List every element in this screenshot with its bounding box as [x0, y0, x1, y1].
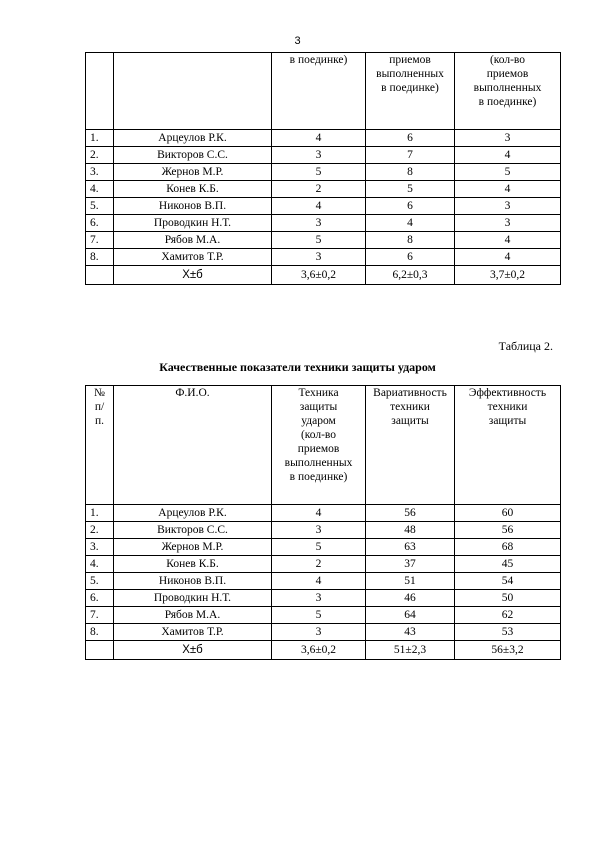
summary-row: [86, 641, 561, 660]
table-cell: 5.: [86, 573, 114, 590]
table-cell: 6: [366, 249, 455, 266]
table-cell: Викторов С.С.: [114, 522, 272, 539]
table-cell: [86, 266, 114, 285]
table-cell: 7.: [86, 607, 114, 624]
table-cell: 3,6±0,2: [272, 266, 366, 285]
table-cell: 5: [272, 232, 366, 249]
table-cell: 8.: [86, 249, 114, 266]
table-cell: Конев К.Б.: [114, 556, 272, 573]
table-cell: 68: [455, 539, 561, 556]
table-cell: 5.: [86, 198, 114, 215]
table-cell: 2: [272, 181, 366, 198]
table-cell: 3,7±0,2: [455, 266, 561, 285]
page-number: 3: [294, 35, 301, 47]
header-cell: [114, 53, 272, 130]
table-row: [86, 130, 561, 147]
header-cell: Техника защиты ударом (кол-во приемов выполненных в поединке): [272, 386, 366, 505]
table-row: [86, 181, 561, 198]
table-cell: Жернов М.Р.: [114, 164, 272, 181]
table-cell: 56: [455, 522, 561, 539]
results-table-1: [85, 52, 561, 285]
table-row: [86, 164, 561, 181]
table-cell: 7: [366, 147, 455, 164]
table-cell: 5: [272, 164, 366, 181]
table-row: [86, 147, 561, 164]
table-cell: 2.: [86, 522, 114, 539]
table-cell: Хамитов Т.Р.: [114, 624, 272, 641]
table-cell: 3: [455, 215, 561, 232]
table-cell: 4: [272, 573, 366, 590]
table-cell: Жернов М.Р.: [114, 539, 272, 556]
table-cell: Конев К.Б.: [114, 181, 272, 198]
table-row: [86, 232, 561, 249]
table-cell: 4: [455, 249, 561, 266]
table-cell: 6: [366, 130, 455, 147]
table-cell: Рябов М.А.: [114, 232, 272, 249]
table-cell: 3,6±0,2: [272, 641, 366, 660]
table-cell: 6.: [86, 590, 114, 607]
table-cell: X±б: [114, 641, 272, 660]
table-cell: Проводкин Н.Т.: [114, 215, 272, 232]
table-cell: 3.: [86, 539, 114, 556]
table-cell: 3: [272, 215, 366, 232]
table-cell: 50: [455, 590, 561, 607]
table-cell: 3: [455, 130, 561, 147]
table-cell: 4: [455, 147, 561, 164]
table-cell: 3.: [86, 164, 114, 181]
table-cell: Проводкин Н.Т.: [114, 590, 272, 607]
table-cell: 1.: [86, 505, 114, 522]
table-cell: 4: [272, 198, 366, 215]
table-cell: 64: [366, 607, 455, 624]
table-2-title: Качественные показатели техники защиты ударом: [159, 360, 436, 374]
header-row: [86, 53, 561, 130]
table-cell: 2.: [86, 147, 114, 164]
table-cell: 63: [366, 539, 455, 556]
header-cell: приемов выполненных в поединке): [366, 53, 455, 130]
table-cell: 56: [366, 505, 455, 522]
table-cell: Хамитов Т.Р.: [114, 249, 272, 266]
table-cell: 37: [366, 556, 455, 573]
table-row: [86, 590, 561, 607]
table-cell: 62: [455, 607, 561, 624]
table-row: [86, 556, 561, 573]
table-cell: Арцеулов Р.К.: [114, 130, 272, 147]
table-cell: 51±2,3: [366, 641, 455, 660]
table-cell: 4: [455, 232, 561, 249]
table-cell: 54: [455, 573, 561, 590]
header-cell: в поединке): [272, 53, 366, 130]
table-cell: 43: [366, 624, 455, 641]
table-cell: Никонов В.П.: [114, 573, 272, 590]
header-cell: [86, 53, 114, 130]
table-cell: 60: [455, 505, 561, 522]
summary-row: [86, 266, 561, 285]
table-row: [86, 215, 561, 232]
table-cell: 5: [272, 607, 366, 624]
table-cell: 48: [366, 522, 455, 539]
header-row: [86, 386, 561, 505]
table-cell: 8: [366, 164, 455, 181]
table-cell: 7.: [86, 232, 114, 249]
table-cell: 4.: [86, 556, 114, 573]
table-cell: 6,2±0,3: [366, 266, 455, 285]
results-table-2: [85, 385, 561, 660]
table-row: [86, 624, 561, 641]
table-cell: 3: [272, 590, 366, 607]
table-cell: 5: [455, 164, 561, 181]
table-row: [86, 607, 561, 624]
table-cell: 4: [366, 215, 455, 232]
table-cell: 2: [272, 556, 366, 573]
table-cell: 3: [455, 198, 561, 215]
table-row: [86, 249, 561, 266]
table-cell: 5: [366, 181, 455, 198]
table-row: [86, 539, 561, 556]
table-cell: 6.: [86, 215, 114, 232]
table-cell: 46: [366, 590, 455, 607]
table-cell: 3: [272, 147, 366, 164]
header-cell: Эффективность техники защиты: [455, 386, 561, 505]
table-cell: 8.: [86, 624, 114, 641]
table-cell: [86, 641, 114, 660]
table-cell: 51: [366, 573, 455, 590]
table-cell: 4: [272, 505, 366, 522]
table-cell: 4.: [86, 181, 114, 198]
table-2-caption: Таблица 2.: [498, 339, 553, 353]
table-cell: 4: [455, 181, 561, 198]
table-cell: Никонов В.П.: [114, 198, 272, 215]
header-cell: (кол-во приемов выполненных в поединке): [455, 53, 561, 130]
table-cell: 6: [366, 198, 455, 215]
table-cell: 1.: [86, 130, 114, 147]
table-cell: 45: [455, 556, 561, 573]
table-cell: 56±3,2: [455, 641, 561, 660]
table-cell: Арцеулов Р.К.: [114, 505, 272, 522]
table-cell: 3: [272, 624, 366, 641]
header-cell: Ф.И.О.: [114, 386, 272, 505]
table-cell: Викторов С.С.: [114, 147, 272, 164]
table-cell: 8: [366, 232, 455, 249]
table-cell: 3: [272, 522, 366, 539]
table-cell: 3: [272, 249, 366, 266]
table-row: [86, 505, 561, 522]
header-cell: № п/ п.: [86, 386, 114, 505]
table-cell: 53: [455, 624, 561, 641]
table-cell: 5: [272, 539, 366, 556]
table-row: [86, 198, 561, 215]
table-row: [86, 522, 561, 539]
table-cell: 4: [272, 130, 366, 147]
table-cell: X±б: [114, 266, 272, 285]
header-cell: Вариативность техники защиты: [366, 386, 455, 505]
table-row: [86, 573, 561, 590]
table-cell: Рябов М.А.: [114, 607, 272, 624]
